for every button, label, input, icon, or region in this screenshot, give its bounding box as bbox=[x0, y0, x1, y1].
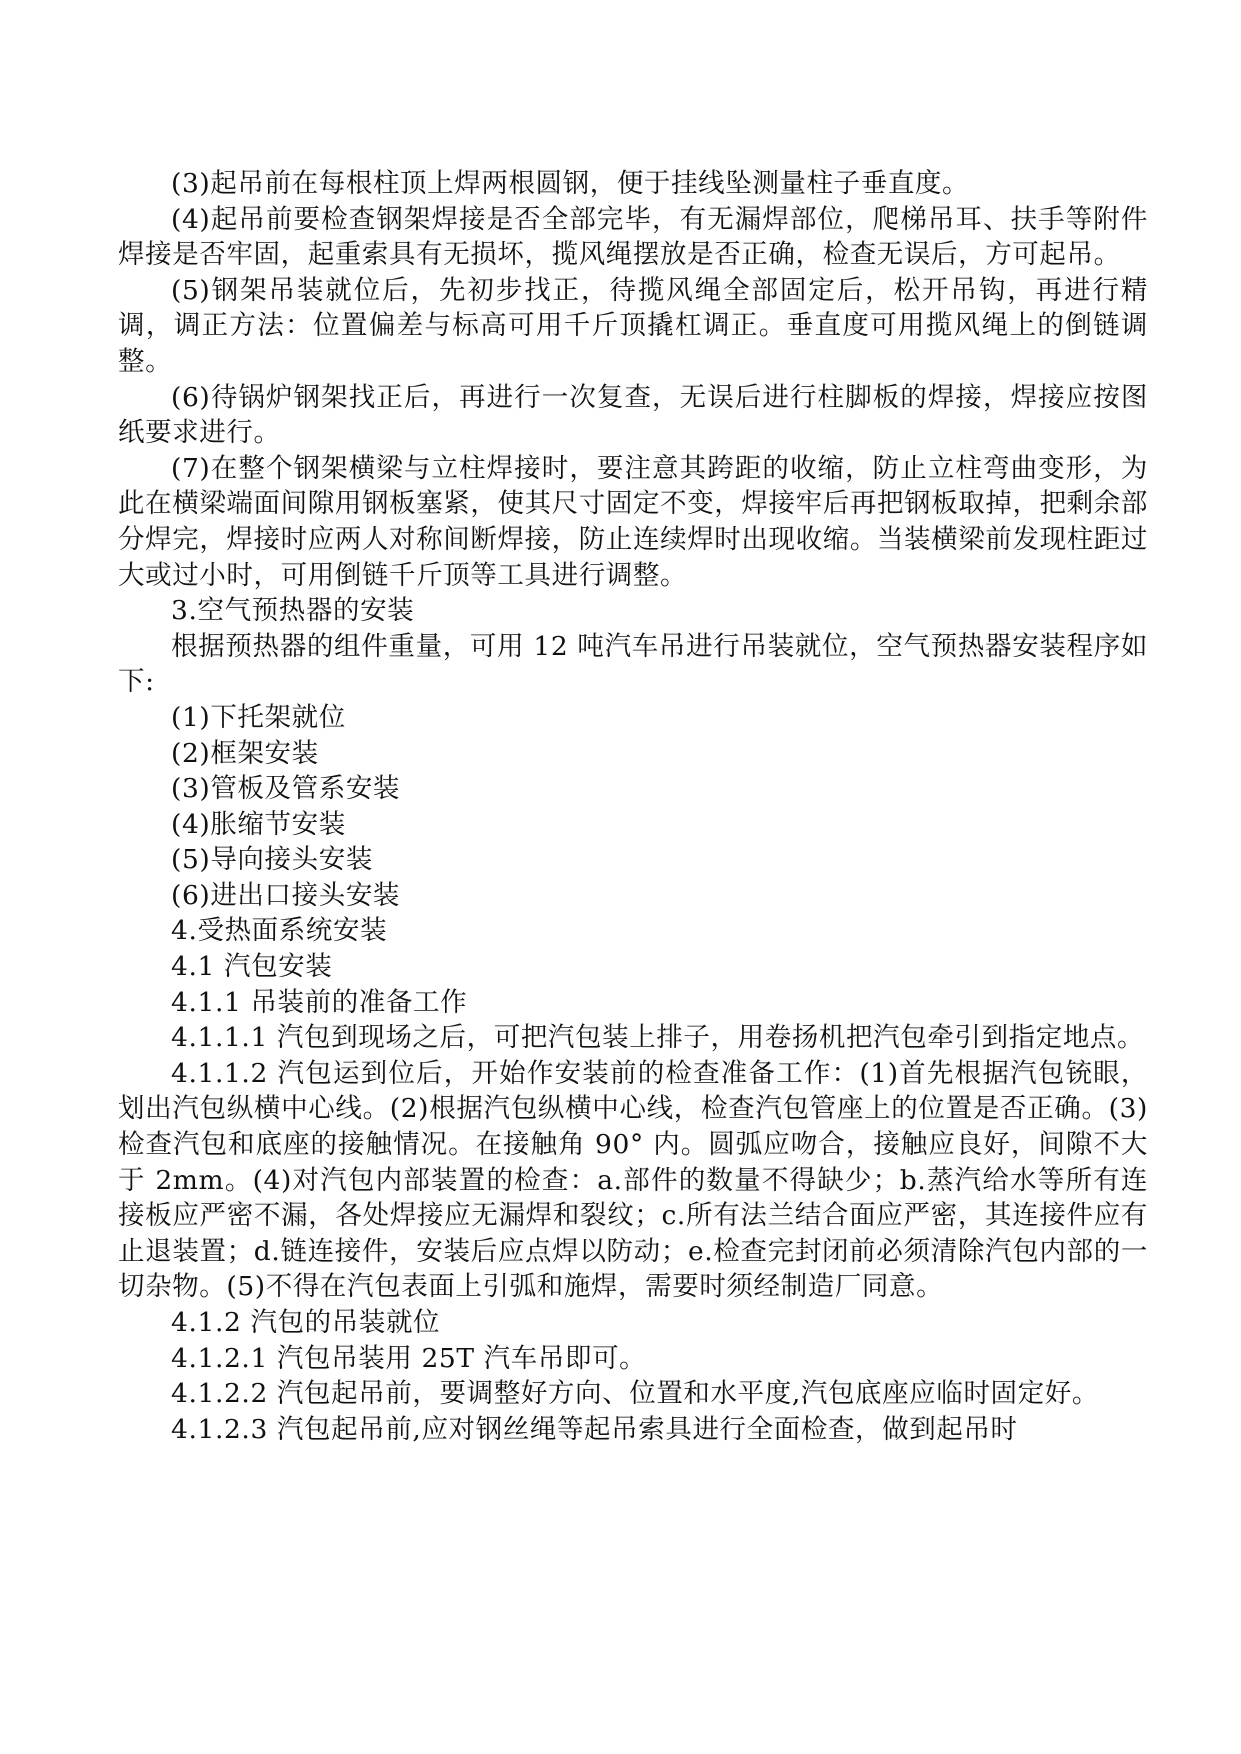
list-item-step-5: (5)导向接头安装 bbox=[171, 844, 373, 876]
list-item-step-2: (2)框架安装 bbox=[171, 737, 319, 769]
paragraph-drum-transport: 4.1.1.1 汽包到现场之后，可把汽包装上排子，用卷扬机把汽包牵引到指定地点。 bbox=[171, 1022, 1145, 1054]
paragraph-weld-inspection: (4)起吊前要检查钢架焊接是否全部完毕，有无漏焊部位，爬梯吊耳、扶手等附件焊接是否牢固，起重索具有无损坏，揽风绳摆放是否正确，检查无误后，方可起吊。 bbox=[118, 203, 1148, 271]
list-item-step-4: (4)胀缩节安装 bbox=[171, 808, 346, 840]
paragraph-recheck: (6)待锅炉钢架找正后，再进行一次复查，无误后进行柱脚板的焊接，焊接应按图纸要求进行。 bbox=[118, 381, 1148, 449]
paragraph-preheater-intro: 根据预热器的组件重量，可用 12 吨汽车吊进行吊装就位，空气预热器安装程序如下: bbox=[118, 630, 1148, 698]
paragraph-drum-inspection: 4.1.1.2 汽包运到位后，开始作安装前的检查准备工作：(1)首先根据汽包铳眼，划出汽包纵横中心线。(2)根据汽包纵横中心线，检查汽包管座上的位置是否正确。(3)检查汽包和底座的接触情况。在接触角 90° 内。圆弧应吻合，接触应良好，间隙不大于 2mm。(4)对汽包内部装置的检查：a.部件的数量不得缺少；b.蒸汽给水等所有连接板应严密不漏，各处焊接应无漏焊和裂纹；c.所有法兰结合面应严密，其连接件应有止退装置；d.链连接件，安装后应点焊以防动；e.检查完封闭前必须清除汽包内部的一切杂物。(5)不得在汽包表面上引弧和施焊，需要时须经制造厂同意。 bbox=[118, 1057, 1148, 1303]
section-heading-drum: 4.1 汽包安装 bbox=[171, 951, 333, 983]
section-heading-heating-surface: 4.受热面系统安装 bbox=[171, 915, 388, 947]
paragraph-crane: 4.1.2.1 汽包吊装用 25T 汽车吊即可。 bbox=[171, 1342, 647, 1374]
list-item-step-3: (3)管板及管系安装 bbox=[171, 773, 401, 805]
paragraph-pre-lift-adjust: 4.1.2.2 汽包起吊前，要调整好方向、位置和水平度,汽包底座应临时固定好。 bbox=[171, 1378, 1099, 1410]
paragraph-beam-welding: (7)在整个钢架横梁与立柱焊接时，要注意其跨距的收缩，防止立柱弯曲变形，为此在横梁端面间隙用钢板塞紧，使其尺寸固定不变，焊接牢后再把钢板取掉，把剩余部分焊完，焊接时应两人对称间断焊接，防止连续焊时出现收缩。当装横梁前发现柱距过大或过小时，可用倒链千斤顶等工具进行调整。 bbox=[118, 452, 1148, 591]
section-heading-air-preheater: 3.空气预热器的安装 bbox=[171, 595, 415, 627]
paragraph-column-check: (3)起吊前在每根柱顶上焊两根圆钢，便于挂线坠测量柱子垂直度。 bbox=[171, 168, 970, 199]
paragraph-rigging-check: 4.1.2.3 汽包起吊前,应对钢丝绳等起吊索具进行全面检查，做到起吊时 bbox=[171, 1413, 1018, 1445]
section-heading-drum-lifting: 4.1.2 汽包的吊装就位 bbox=[171, 1307, 441, 1338]
list-item-step-6: (6)进出口接头安装 bbox=[171, 879, 401, 911]
section-heading-preparation: 4.1.1 吊装前的准备工作 bbox=[171, 986, 468, 1018]
paragraph-alignment: (5)钢架吊装就位后，先初步找正，待揽风绳全部固定后，松开吊钩，再进行精调，调正方法：位置偏差与标高可用千斤顶撬杠调正。垂直度可用揽风绳上的倒链调整。 bbox=[118, 274, 1148, 377]
document-page bbox=[118, 166, 1148, 1447]
list-item-step-1: (1)下托架就位 bbox=[171, 701, 346, 733]
